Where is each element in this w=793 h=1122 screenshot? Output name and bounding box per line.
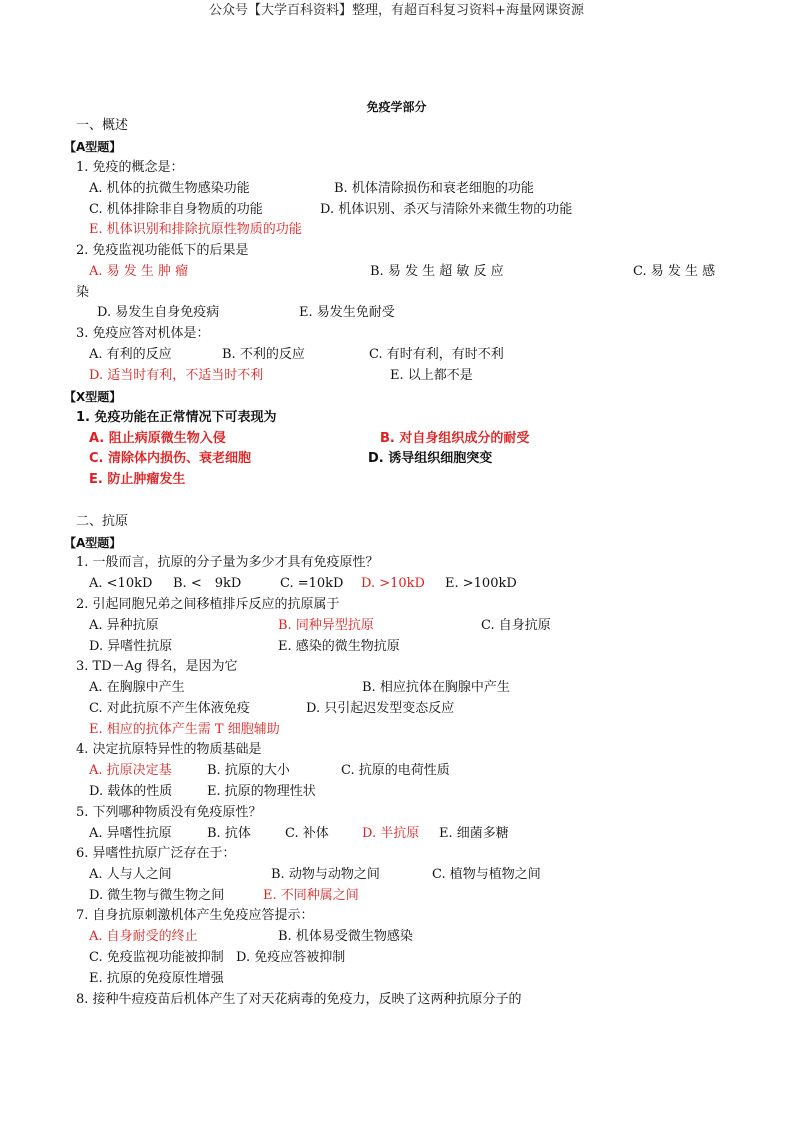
option: E. 抗原的物理性状: [207, 784, 316, 799]
option: E. 易发生免耐受: [299, 305, 395, 320]
question: 6. 异嗜性抗原广泛存在于：: [76, 846, 236, 861]
option: A. 异种抗原: [89, 618, 159, 633]
option: D. 异嗜性抗原: [89, 639, 173, 654]
option: E. 以上都不是: [390, 368, 473, 383]
option: E. 抗原的免疫原性增强: [89, 971, 224, 986]
correct-option: A. 易 发 生 肿 瘤: [89, 264, 189, 279]
section-heading: 一、概述: [76, 118, 129, 133]
question: 1. 免疫的概念是：: [76, 160, 184, 175]
section-heading: 二、抗原: [76, 514, 129, 529]
option: B. 抗原的大小: [207, 763, 290, 778]
option: D. 诱导组织细胞突变: [368, 451, 493, 466]
option: A. 异嗜性抗原: [89, 826, 172, 841]
question: 5. 下列哪种物质没有免疫原性？: [76, 805, 262, 820]
correct-option: E. 不同种属之间: [263, 888, 359, 903]
option: A. 人与人之间: [89, 867, 172, 882]
correct-option: D. 适当时有利，不适当时不利: [89, 368, 264, 383]
question: 2. 免疫监视功能低下的后果是: [76, 243, 249, 258]
question: 1. 一般而言，抗原的分子量为多少才具有免疫原性？: [76, 555, 379, 570]
option: D. 只引起迟发型变态反应: [306, 701, 455, 716]
correct-option: D. >10kD: [361, 576, 425, 591]
correct-option: C. 清除体内损伤、衰老细胞: [89, 451, 252, 466]
question: 4. 决定抗原特异性的物质基础是: [76, 742, 262, 757]
option: B. 不利的反应: [222, 347, 305, 362]
question-type-tag: 【X型题】: [64, 390, 122, 404]
option: D. 微生物与微生物之间: [89, 888, 225, 903]
question: 1. 免疫功能在正常情况下可表现为: [76, 410, 277, 425]
correct-option: D. 半抗原: [362, 826, 420, 841]
option-continued: 染: [76, 285, 90, 300]
question: 7. 自身抗原刺激机体产生免疫应答提示：: [76, 908, 314, 923]
option: B. 相应抗体在胸腺中产生: [362, 680, 510, 695]
option: D. 易发生自身免疫病: [97, 305, 220, 320]
question: 3. 免疫应答对机体是：: [76, 326, 210, 341]
question: 2. 引起同胞兄弟之间移植排斥反应的抗原属于: [76, 597, 340, 612]
option: E. >100kD: [445, 576, 517, 591]
correct-option: A. 抗原决定基: [89, 763, 172, 778]
option: D. 免疫应答被抑制: [236, 950, 346, 965]
option: C. 补体: [285, 826, 329, 841]
option: C. 抗原的电荷性质: [341, 763, 450, 778]
question-type-tag: 【A型题】: [64, 536, 122, 550]
option: D. 机体识别、杀灭与清除外来微生物的功能: [320, 202, 573, 217]
option: E. 感染的微生物抗原: [278, 639, 400, 654]
option: E. 细菌多糖: [439, 826, 509, 841]
option: A. <10kD: [89, 576, 153, 591]
correct-option: E. 防止肿瘤发生: [89, 472, 186, 487]
page-title: 免疫学部分: [366, 100, 427, 114]
option: C. 机体排除非自身物质的功能: [89, 202, 263, 217]
option: C. 有时有利，有时不利: [369, 347, 504, 362]
option: B. 抗体: [207, 826, 251, 841]
option: A. 机体的抗微生物感染功能: [89, 181, 250, 196]
correct-option: E. 相应的抗体产生需 T 细胞辅助: [89, 722, 280, 737]
correct-option: A. 阻止病原微生物入侵: [89, 431, 226, 446]
option: C. 自身抗原: [481, 618, 551, 633]
option: B. 机体清除损伤和衰老细胞的功能: [334, 181, 534, 196]
question: 8. 接种牛痘疫苗后机体产生了对天花病毒的免疫力，反映了这两种抗原分子的: [76, 992, 522, 1007]
question-type-tag: 【A型题】: [64, 140, 122, 154]
option: A. 在胸腺中产生: [89, 680, 185, 695]
correct-option: A. 自身耐受的终止: [89, 929, 198, 944]
option: C. 易 发 生 感: [633, 264, 716, 279]
correct-option: E. 机体识别和排除抗原性物质的功能: [89, 222, 302, 237]
option: C. 对此抗原不产生体液免疫: [89, 701, 250, 716]
option: B. 机体易受微生物感染: [278, 929, 413, 944]
page-header: 公众号【大学百科资料】整理，有超百科复习资料+海量网课资源: [209, 3, 584, 18]
option: C. =10kD: [280, 576, 344, 591]
question: 3. TD－Ag 得名，是因为它: [76, 659, 238, 674]
option: B. 易 发 生 超 敏 反 应: [370, 264, 504, 279]
option: C. 免疫监视功能被抑制: [89, 950, 224, 965]
option: B. < 9kD: [173, 576, 242, 591]
option: D. 载体的性质: [89, 784, 173, 799]
option: C. 植物与植物之间: [432, 867, 541, 882]
option: A. 有利的反应: [89, 347, 172, 362]
correct-option: B. 同种异型抗原: [278, 618, 374, 633]
correct-option: B. 对自身组织成分的耐受: [380, 431, 530, 446]
option: B. 动物与动物之间: [271, 867, 380, 882]
